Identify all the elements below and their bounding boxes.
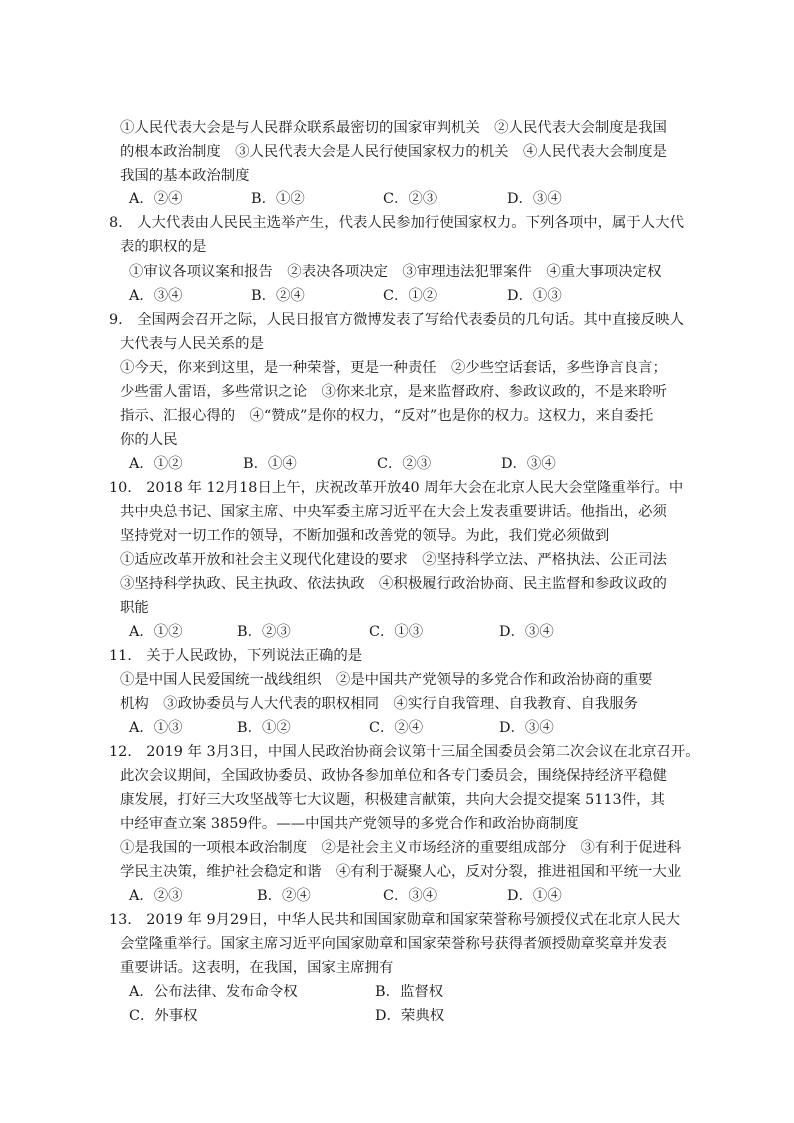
q13-stem-line-1: 13. 2019 年 9月29日，中华人民共和国国家勋章和国家荣誉称号颁授仪式在北京人民大 xyxy=(109,912,681,928)
q7-option-c: C．②③ xyxy=(383,191,438,207)
q13-option-b: B．监督权 xyxy=(375,984,444,1000)
q8-stem-line-2: 表的职权的是 xyxy=(120,239,207,255)
q13-stem-line-3: 重要讲话。这表明，在我国，国家主席拥有 xyxy=(120,960,394,976)
q9-statement-line-2: 少些雷人雷语，多些常识之论 ③你来北京，是来监督政府、参政议政的，不是来聆听 xyxy=(120,384,667,400)
q9-statement-line-1: ①今天，你来到这里，是一种荣誉，更是一种责任 ②少些空话套话，多些诤言良言； xyxy=(120,360,667,376)
q12-stem-line-1: 12. 2019 年 3月3日，中国人民政治协商会议第十三届全国委员会第二次会议在北京召开。 xyxy=(109,744,700,760)
q11-option-b: B．①② xyxy=(237,720,291,736)
q13-option-c: C．外事权 xyxy=(129,1008,198,1024)
q9-stem-line-2: 大代表与人民关系的是 xyxy=(120,336,264,352)
q9-option-c: C．②③ xyxy=(377,456,432,472)
q12-option-d: D．①④ xyxy=(507,888,562,904)
q9-statement-line-4: 你的人民 xyxy=(120,432,178,448)
q8-stem-line-1: 8. 人大代表由人民民主选举产生，代表人民参加行使国家权力。下列各项中，属于人大代 xyxy=(109,215,684,231)
q12-statement-line-2: 学民主决策，维护社会稳定和谐 ④有利于凝聚人心，反对分裂，推进祖国和平统一大业 xyxy=(120,864,682,880)
q8-statement-line-1: ①审议各项议案和报告 ②表决各项决定 ③审理违法犯罪案件 ④重大事项决定权 xyxy=(129,264,662,280)
q13-stem-line-2: 会堂隆重举行。国家主席习近平向国家勋章和国家荣誉称号获得者颁授勋章奖章并发表 xyxy=(120,936,667,952)
q10-statement-line-3: 职能 xyxy=(120,600,149,616)
q7-option-a: A．②④ xyxy=(129,191,183,207)
q12-statement-line-1: ①是我国的一项根本政治制度 ②是社会主义市场经济的重要组成部分 ③有利于促进科 xyxy=(120,840,682,856)
q11-statement-line-1: ①是中国人民爱国统一战线组织 ②是中国共产党领导的多党合作和政治协商的重要 xyxy=(120,672,653,688)
q11-option-d: D．③④ xyxy=(499,720,554,736)
q10-statement-line-2: ③坚持科学执政、民主执政、依法执政 ④积极履行政治协商、民主监督和参政议政的 xyxy=(120,576,667,592)
q9-option-a: A．①② xyxy=(129,456,183,472)
q12-stem-line-4: 中经审查立案 3859件。——中国共产党领导的多党合作和政治协商制度 xyxy=(120,816,579,832)
q9-stem-line-1: 9. 全国两会召开之际，人民日报官方微博发表了写给代表委员的几句话。其中直接反映人 xyxy=(109,312,684,328)
q12-option-b: B．②④ xyxy=(257,888,311,904)
q12-stem-line-3: 康发展，打好三大攻坚战等七大议题，积极建言献策，共向大会提交提案 5113件，其 xyxy=(120,792,665,808)
q8-option-b: B．②④ xyxy=(251,288,305,304)
q10-statement-line-1: ①适应改革开放和社会主义现代化建设的要求 ②坚持科学立法、严格执法、公正司法 xyxy=(120,552,667,568)
q8-option-c: C．①② xyxy=(383,288,438,304)
q9-option-d: D．③④ xyxy=(501,456,556,472)
q10-option-d: D．③④ xyxy=(499,624,554,640)
q10-option-b: B．②③ xyxy=(237,624,291,640)
q10-stem-line-2: 共中央总书记、国家主席、中央军委主席习近平在大会上发表重要讲话。他指出，必须 xyxy=(120,504,667,520)
q10-stem-line-3: 坚持党对一切工作的领导，不断加强和改善党的领导。为此，我们党必须做到 xyxy=(120,528,610,544)
q7-statement-line-2: 的根本政治制度 ③人民代表大会是人民行使国家权力的机关 ④人民代表大会制度是 xyxy=(120,144,667,160)
q8-option-a: A．③④ xyxy=(129,288,183,304)
q7-statement-line-1: ①人民代表大会是与人民群众联系最密切的国家审判机关 ②人民代表大会制度是我国 xyxy=(120,120,667,136)
q10-stem-line-1: 10. 2018 年 12月18日上午，庆祝改革开放40 周年大会在北京人民大会堂隆重举行。中 xyxy=(109,480,684,496)
q11-statement-line-2: 机构 ③政协委员与人大代表的职权相同 ④实行自我管理、自我教育、自我服务 xyxy=(120,696,639,712)
q11-stem-line-1: 11. 关于人民政协，下列说法正确的是 xyxy=(109,648,363,664)
q11-option-a: A．①③ xyxy=(129,720,183,736)
q13-option-a: A．公布法律、发布命令权 xyxy=(129,984,298,1000)
q12-stem-line-2: 此次会议期间，全国政协委员、政协各参加单位和各专门委员会，围绕保持经济平稳健 xyxy=(120,768,667,784)
q12-option-c: C．③④ xyxy=(383,888,438,904)
q9-statement-line-3: 指示、汇报心得的 ④“赞成”是你的权力，“反对”也是你的权力。这权力，来自委托 xyxy=(120,408,654,424)
q12-option-a: A．②③ xyxy=(129,888,183,904)
q10-option-a: A．①② xyxy=(129,624,183,640)
q7-statement-line-3: 我国的基本政治制度 xyxy=(120,168,250,184)
q7-option-b: B．①② xyxy=(251,191,305,207)
q10-option-c: C．①③ xyxy=(369,624,424,640)
q9-option-b: B．①④ xyxy=(243,456,297,472)
q7-option-d: D．③④ xyxy=(507,191,562,207)
q13-option-d: D．荣典权 xyxy=(375,1008,445,1024)
q11-option-c: C．②④ xyxy=(369,720,424,736)
q8-option-d: D．①③ xyxy=(507,288,562,304)
